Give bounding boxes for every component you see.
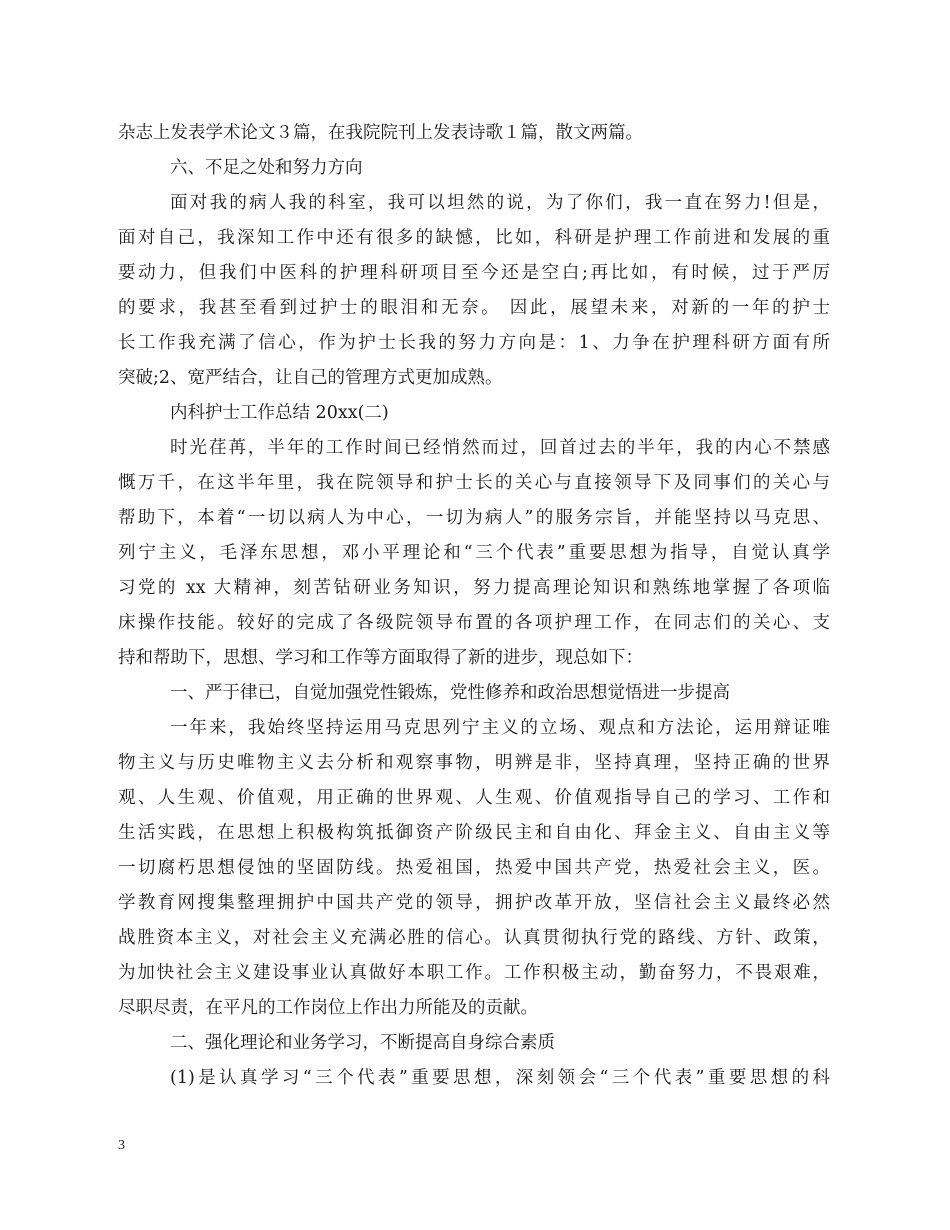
text-line: 尽职尽责，在平凡的工作岗位上作出力所能及的贡献。 [118,998,538,1018]
text-line: 习党的 xx 大精神，刻苦钻研业务知识，努力提高理论知识和熟练地掌握了各项临 [118,578,830,598]
text-line: 物主义与历史唯物主义去分析和观察事物，明辨是非，坚持真理，坚持正确的世界 [118,753,830,773]
text-line: 一年来，我始终坚持运用马克思列宁主义的立场、观点和方法论，运用辩证唯 [170,718,830,738]
text-line: 生活实践，在思想上积极构筑抵御资产阶级民主和自由化、拜金主义、自由主义等 [118,823,830,843]
text-line: 一切腐朽思想侵蚀的坚固防线。热爱祖国，热爱中国共产党，热爱社会主义，医。 [118,858,830,878]
text-line: 帮助下，本着“一切以病人为中心，一切为病人”的服务宗旨，并能坚持以马克思、 [118,508,830,528]
page-number: 3 [118,1138,125,1153]
text-line: 一、严于律已，自觉加强党性锻炼，党性修养和政治思想觉悟进一步提高 [170,683,730,703]
text-line: 面对我的病人我的科室，我可以坦然的说，为了你们，我一直在努力!但是， [170,193,830,213]
text-line: 时光荏苒，半年的工作时间已经悄然而过，回首过去的半年，我的内心不禁感 [170,438,830,458]
text-line: 二、强化理论和业务学习，不断提高自身综合素质 [170,1033,555,1053]
text-line: 为加快社会主义建设事业认真做好本职工作。工作积极主动，勤奋努力，不畏艰难， [118,963,830,983]
text-line: 观、人生观、价值观，用正确的世界观、人生观、价值观指导自己的学习、工作和 [118,788,830,808]
text-line: 战胜资本主义，对社会主义充满必胜的信心。认真贯彻执行党的路线、方针、政策， [118,928,830,948]
text-line: 杂志上发表学术论文３篇，在我院院刊上发表诗歌１篇，散文两篇。 [118,123,643,143]
text-line: 学教育网搜集整理拥护中国共产党的领导，拥护改革开放，坚信社会主义最终必然 [118,893,830,913]
text-line: 持和帮助下，思想、学习和工作等方面取得了新的进步，现总如下： [118,648,643,668]
text-line: 面对自己，我深知工作中还有很多的缺憾，比如，科研是护理工作前进和发展的重 [118,228,830,248]
text-line: 六、不足之处和努力方向 [170,158,363,178]
text-line: 慨万千，在这半年里，我在院领导和护士长的关心与直接领导下及同事们的关心与 [118,473,830,493]
text-line: 列宁主义，毛泽东思想，邓小平理论和“三个代表”重要思想为指导，自觉认真学 [118,543,830,563]
text-line: 要动力，但我们中医科的护理科研项目至今还是空白;再比如，有时候，过于严厉 [118,263,830,283]
document-body [118,116,830,1096]
text-line: 床操作技能。较好的完成了各级院领导布置的各项护理工作，在同志们的关心、支 [118,613,830,633]
text-line: (1)是认真学习“三个代表”重要思想，深刻领会“三个代表”重要思想的科 [170,1068,830,1088]
text-line: 内科护士工作总结 20xx(二) [170,403,389,423]
text-line: 长工作我充满了信心，作为护士长我的努力方向是：1、力争在护理科研方面有所 [118,333,830,353]
text-line: 突破;2、宽严结合，让自己的管理方式更加成熟。 [118,368,503,388]
text-line: 的要求，我甚至看到过护士的眼泪和无奈。 因此，展望未来，对新的一年的护士 [118,298,830,318]
